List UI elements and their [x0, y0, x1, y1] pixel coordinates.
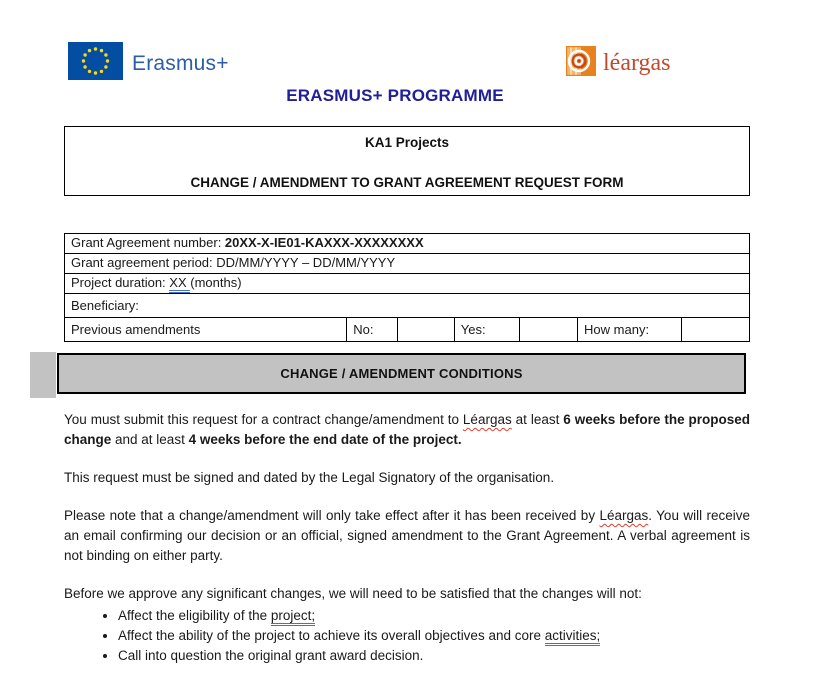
table-row	[65, 294, 750, 318]
table-row	[65, 318, 750, 342]
conditions-heading: CHANGE / AMENDMENT CONDITIONS	[280, 366, 523, 381]
paragraph-signatory: This request must be signed and dated by the Legal Signatory of the organisation.	[64, 470, 555, 485]
amendments-how-many-label-cell: How many:	[578, 318, 682, 342]
conditions-heading-bar	[57, 353, 746, 394]
previous-amendments-label-cell: Previous amendments	[65, 318, 347, 342]
leargas-spiral-icon	[566, 46, 596, 81]
grant-number-cell: Grant Agreement number: 20XX-X-IE01-KAXXX-XXXXXXXX	[65, 234, 750, 254]
table-row	[65, 234, 750, 254]
amendments-no-input-cell[interactable]	[397, 318, 454, 342]
leargas-wordmark: léargas	[603, 50, 671, 76]
amendments-yes-input-cell[interactable]	[519, 318, 577, 342]
amendments-no-label-cell: No:	[347, 318, 398, 342]
leargas-logo	[566, 46, 671, 81]
page-title: ERASMUS+ PROGRAMME	[286, 86, 504, 105]
eu-flag-icon	[68, 42, 123, 85]
form-header-line2: CHANGE / AMENDMENT TO GRANT AGREEMENT REQUEST FORM	[190, 175, 624, 190]
table-row	[65, 254, 750, 274]
grant-period-cell: Grant agreement period: DD/MM/YYYY – DD/MM/YYYY	[65, 254, 750, 274]
table-row	[65, 274, 750, 294]
beneficiary-cell[interactable]: Beneficiary:	[65, 294, 750, 318]
erasmus-logo	[68, 42, 229, 85]
project-duration-cell: Project duration: XX (months)	[65, 274, 750, 294]
paragraph-approval-intro: Before we approve any significant changes, we will need to be satisfied that the changes will not:	[64, 586, 642, 601]
form-header-box	[64, 126, 750, 196]
margin-gray-square	[30, 352, 56, 398]
grant-details-table	[64, 233, 750, 342]
list-item: • Affect the eligibility of the project;	[118, 606, 750, 626]
paragraph-submit-deadline: You must submit this request for a contract change/amendment to Léargas at least 6 weeks before the proposed change and at least 4 weeks before the end date of the project.	[64, 412, 750, 447]
amendments-yes-label-cell: Yes:	[454, 318, 519, 342]
form-header-line1: KA1 Projects	[364, 135, 450, 150]
amendments-how-many-input-cell[interactable]	[682, 318, 750, 342]
conditions-bullet-list	[64, 606, 750, 666]
erasmus-wordmark: Erasmus+	[132, 51, 229, 75]
list-item: • Call into question the original grant award decision.	[118, 646, 750, 666]
conditions-body	[64, 410, 750, 666]
paragraph-effect: Please note that a change/amendment will only take effect after it has been received by Léargas. You will receive an email confirming our decision or an official, signed amendment to the Grant Agreement. A verbal agreement is not binding on either party.	[64, 508, 750, 563]
list-item: • Affect the ability of the project to achieve its overall objectives and core activities;	[118, 626, 750, 646]
